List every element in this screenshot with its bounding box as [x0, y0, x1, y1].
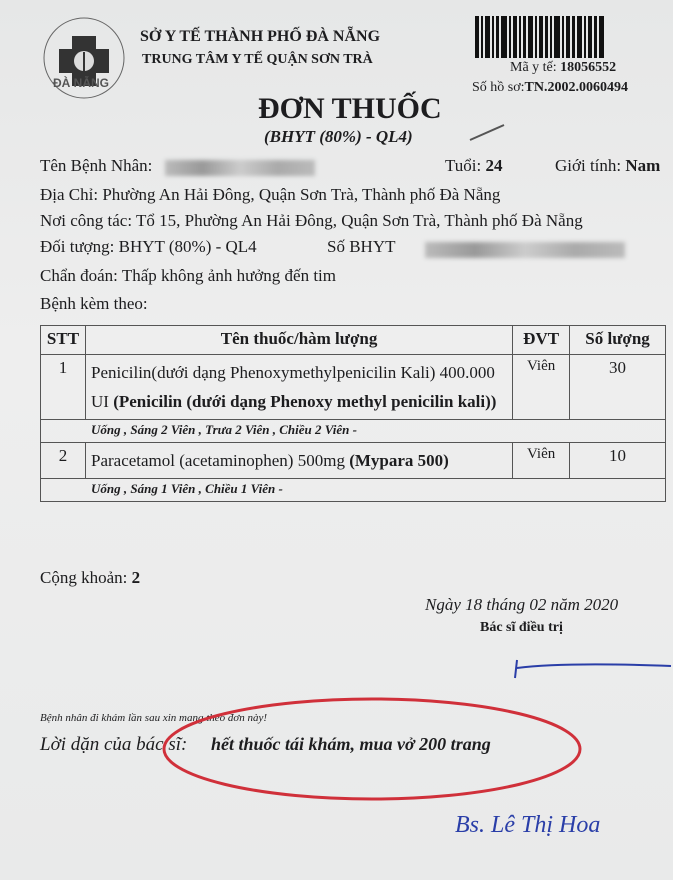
center-name: TRUNG TÂM Y TẾ QUẬN SƠN TRÀ	[142, 52, 373, 67]
usage-row	[41, 479, 666, 502]
row-unit: Viên	[513, 355, 570, 420]
row-qty: 30	[570, 355, 666, 420]
patient-workplace: Nơi công tác: Tổ 15, Phường An Hải Đông, Quận Sơn Trà, Thành phố Đà Nẵng	[40, 211, 583, 230]
row-qty: 10	[570, 443, 666, 479]
patient-name-label: Tên Bệnh Nhân:	[40, 156, 153, 175]
doctor-signature: Bs. Lê Thị Hoa	[455, 812, 601, 838]
row-stt: 2	[41, 443, 86, 479]
date: Ngày 18 tháng 02 năm 2020	[425, 595, 619, 614]
col-qty: Số lượng	[570, 326, 666, 355]
page-subtitle: (BHYT (80%) - QL4)	[264, 127, 413, 146]
col-stt: STT	[41, 326, 86, 355]
usage-text: Uống , Sáng 1 Viên , Chiều 1 Viên -	[41, 479, 666, 502]
usage-text: Uống , Sáng 2 Viên , Trưa 2 Viên , Chiều 2 Viên -	[41, 420, 666, 443]
row-unit: Viên	[513, 443, 570, 479]
comorbid: Bệnh kèm theo:	[40, 294, 148, 313]
row-drug: Penicilin(dưới dạng Phenoxymethylpenicilin Kali) 400.000 UI (Penicilin (dưới dạng Phenoxy methyl penicilin kali))	[85, 355, 512, 420]
medical-code: Mã y tế: 18056552	[510, 60, 617, 75]
diagnosis: Chẩn đoán: Thấp không ảnh hưởng đến tim	[40, 266, 336, 285]
table-row	[41, 355, 666, 420]
return-note: Bệnh nhân đi khám lần sau xin mang theo đơn này!	[40, 712, 268, 724]
col-name: Tên thuốc/hàm lượng	[85, 326, 512, 355]
table-row	[41, 443, 666, 479]
row-stt: 1	[41, 355, 86, 420]
patient-name-redacted	[165, 160, 315, 176]
red-annotation-ellipse	[160, 695, 585, 805]
pen-mark	[468, 122, 508, 142]
doctor-signature-stroke	[505, 652, 673, 682]
patient-age: Tuổi: 24	[445, 156, 503, 175]
medication-table	[40, 325, 666, 502]
department: SỞ Y TẾ THÀNH PHỐ ĐÀ NẴNG	[140, 28, 381, 45]
bhyt-label: Số BHYT	[327, 237, 396, 256]
patient-address: Địa Chỉ: Phường An Hải Đông, Quận Sơn Trà, Thành phố Đà Nẵng	[40, 185, 501, 204]
logo-city: ĐÀ NẴNG	[53, 76, 109, 90]
record-number: Số hồ sơ:TN.2002.0060494	[472, 80, 628, 95]
table-header-row	[41, 326, 666, 355]
advice-label: Lời dặn của bác sĩ:	[40, 734, 188, 755]
advice-text: hết thuốc tái khám, mua vở 200 trang	[211, 734, 491, 754]
usage-row	[41, 420, 666, 443]
bhyt-redacted	[425, 242, 625, 258]
clinic-logo	[34, 14, 134, 106]
barcode	[475, 16, 655, 58]
total-items: Cộng khoản: 2	[40, 568, 141, 587]
page-title: ĐƠN THUỐC	[258, 92, 442, 125]
patient-object: Đối tượng: BHYT (80%) - QL4	[40, 237, 257, 256]
row-drug: Paracetamol (acetaminophen) 500mg (Mypara 500)	[85, 443, 512, 479]
col-unit: ĐVT	[513, 326, 570, 355]
doctor-title: Bác sĩ điều trị	[480, 620, 563, 635]
patient-gender: Giới tính: Nam	[555, 156, 661, 175]
